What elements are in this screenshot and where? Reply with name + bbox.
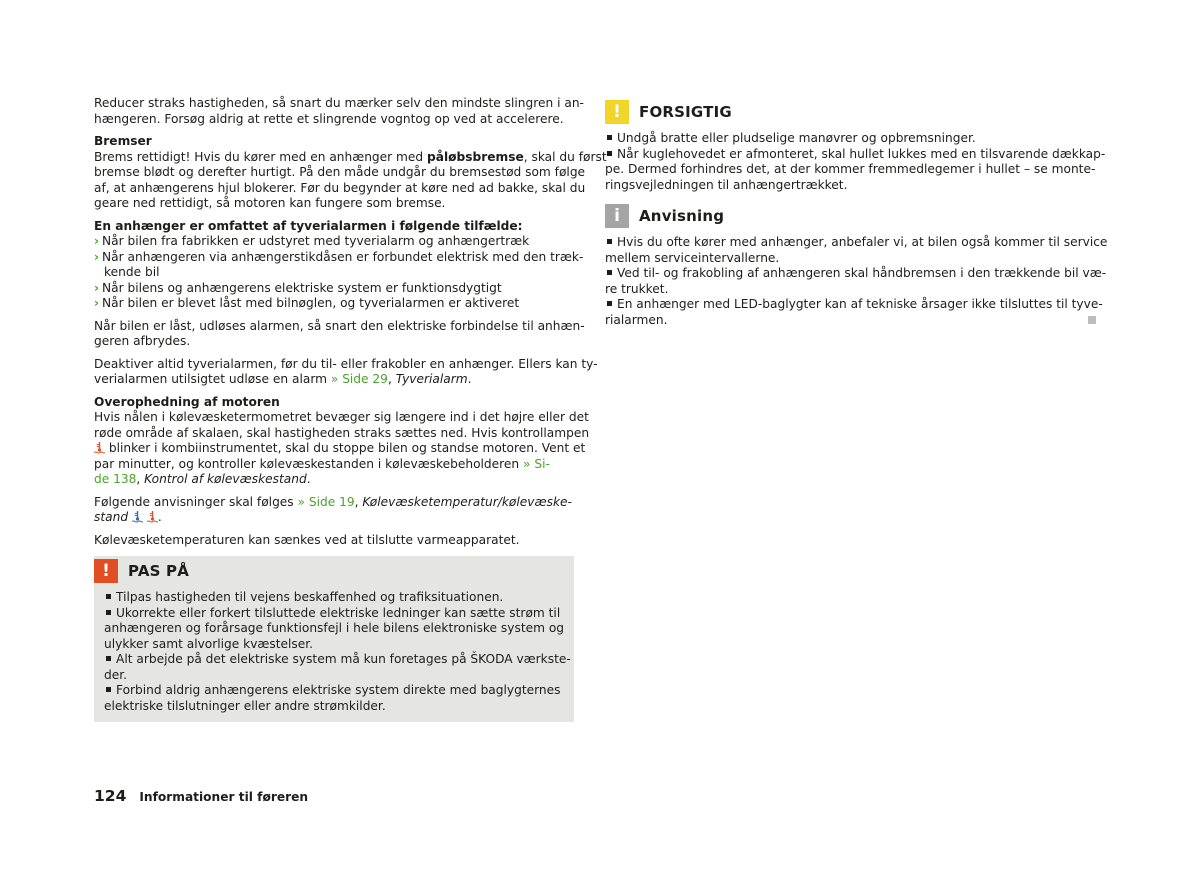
footer-section-title: Informationer til føreren bbox=[139, 790, 309, 804]
note-item-text: En anhænger med LED-baglygter kan af tekniske årsager ikke tilsluttes til tyve- bbox=[617, 297, 1103, 311]
brakes-heading: Bremser bbox=[94, 134, 152, 148]
chevron-right-icon: › bbox=[94, 296, 100, 310]
chevron-right-icon: › bbox=[94, 234, 100, 248]
brakes-line: af, at anhængerens hjul blokerer. Før du begynder at køre ned ad bakke, skal du bbox=[94, 180, 586, 195]
pas-pa-title: PAS PÅ bbox=[128, 562, 190, 580]
alarm-heading: En anhænger er omfattet af tyverialarmen i følgende tilfælde: bbox=[94, 218, 523, 233]
alarm-item-text: Når bilen fra fabrikken er udstyret med tyverialarm og anhængertræk bbox=[102, 234, 530, 248]
overheat-line: røde område af skalaen, skal hastigheden straks sættes ned. Hvis kontrollampen bbox=[94, 425, 590, 440]
note-item-text: re trukket. bbox=[605, 281, 669, 296]
bullet-icon bbox=[607, 151, 612, 156]
note-item-text: Ved til- og frakobling af anhængeren skal håndbremsen i den trækkende bil væ- bbox=[617, 266, 1107, 280]
deactivate-line: Deaktiver altid tyverialarmen, før du til- eller frakobler en anhænger. Ellers kan ty- bbox=[94, 356, 598, 371]
caution-item-text: Når kuglehovedet er afmonteret, skal hullet lukkes med en tilsvarende dækkap- bbox=[617, 146, 1106, 161]
reference-title: Tyverialarm bbox=[395, 372, 468, 386]
pas-item-text: ulykker samt alvorlige kvæstelser. bbox=[104, 636, 314, 651]
bullet-icon bbox=[607, 239, 612, 244]
intro-line: hængeren. Forsøg aldrig at rette et slingrende vogntog op ved at accelerere. bbox=[94, 111, 564, 126]
follow-paragraph bbox=[94, 495, 574, 526]
follow-text: Følgende anvisninger skal følges bbox=[94, 494, 298, 509]
alarm-item-text: Når bilen er blevet låst med bilnøglen, og tyverialarmen er aktiveret bbox=[102, 296, 520, 310]
cooling-paragraph: Kølevæsketemperaturen kan sænkes ved at tilslutte varmeapparatet. bbox=[94, 532, 520, 547]
brakes-line bbox=[94, 149, 607, 166]
pas-item-text: der. bbox=[104, 667, 127, 682]
alarm-item-text: kende bil bbox=[104, 265, 160, 279]
alarm-list-item bbox=[94, 234, 574, 250]
page-footer bbox=[94, 787, 308, 805]
deactivate-line: verialarmen utilsigtet udløse en alarm » Side 29, Tyverialarm. bbox=[94, 372, 472, 386]
bullet-icon bbox=[607, 135, 612, 140]
pas-pa-box bbox=[94, 556, 574, 722]
reference-title: stand bbox=[94, 510, 129, 524]
right-column bbox=[605, 99, 1108, 338]
bullet-icon bbox=[106, 610, 111, 615]
brakes-line: geare ned rettidigt, så motoren kan fungere som bremse. bbox=[94, 196, 446, 210]
brakes-text: , skal du først bbox=[523, 149, 607, 164]
deactivate-text: verialarmen utilsigtet udløse en alarm bbox=[94, 372, 331, 386]
caution-item-text: ringsvejledningen til anhængertrækket. bbox=[605, 177, 848, 192]
alarm-section bbox=[94, 218, 584, 312]
page-link[interactable]: » Side 19 bbox=[297, 494, 355, 509]
pas-list-item bbox=[104, 606, 564, 622]
page-number: 124 bbox=[94, 787, 127, 805]
alarm-list-item bbox=[94, 281, 574, 297]
note-list-item bbox=[605, 235, 1108, 251]
caution-item-text: Undgå bratte eller pludselige manøvrer og opbremsninger. bbox=[617, 131, 976, 145]
page-link[interactable]: » Si- bbox=[523, 456, 550, 471]
alarm-item-text: Når anhængeren via anhængerstikdåsen er forbundet elektrisk med den træk- bbox=[102, 249, 584, 264]
note-list-item bbox=[605, 297, 1103, 313]
caution-list-item bbox=[605, 146, 1106, 163]
alarm-list-item bbox=[94, 249, 584, 266]
note-title: Anvisning bbox=[639, 207, 725, 225]
pas-item-text: Tilpas hastigheden til vejens beskaffenhed og trafiksituationen. bbox=[116, 590, 504, 604]
coolant-warning-icon bbox=[94, 442, 105, 454]
pas-item-text: Ukorrekte eller forkert tilsluttede elektriske ledninger kan sætte strøm til bbox=[116, 605, 561, 620]
caution-list-item bbox=[605, 131, 1097, 147]
exclamation-icon: ! bbox=[605, 100, 629, 124]
pas-item-text: Alt arbejde på det elektriske system må kun foretages på ŠKODA værkste- bbox=[116, 652, 571, 666]
note-box bbox=[605, 203, 1108, 328]
overheat-line bbox=[94, 441, 586, 457]
overheat-line: de 138, Kontrol af kølevæskestand. bbox=[94, 472, 311, 486]
intro-paragraph bbox=[94, 96, 584, 127]
caution-item-text: pe. Dermed forhindres det, at der kommer fremmedlegemer i hullet – se monte- bbox=[605, 162, 1096, 176]
caution-box bbox=[605, 99, 1106, 193]
overheat-section bbox=[94, 394, 590, 488]
overheat-line bbox=[94, 457, 574, 473]
brakes-text: Brems rettidigt! Hvis du kører med en anhænger med bbox=[94, 149, 428, 164]
locked-line: geren afbrydes. bbox=[94, 334, 191, 348]
bullet-icon bbox=[607, 270, 612, 275]
note-list-item bbox=[605, 266, 1107, 282]
pas-list-item bbox=[104, 590, 564, 606]
overheat-text: blinker i kombiinstrumentet, skal du stoppe bilen og standse motoren. Vent et bbox=[105, 441, 586, 455]
pas-list-item bbox=[104, 652, 571, 668]
locked-line: Når bilen er låst, udløses alarmen, så snart den elektriske forbindelse til anhæn- bbox=[94, 318, 585, 333]
reference-title: Kontrol af kølevæskestand bbox=[144, 472, 307, 486]
coolant-warning-icon bbox=[147, 511, 158, 523]
section-end-marker bbox=[1088, 316, 1096, 324]
bullet-icon bbox=[607, 301, 612, 306]
pas-pa-header bbox=[94, 558, 564, 584]
pas-item-text: anhængeren og forårsage funktionsfejl i hele bilens elektroniske system og bbox=[104, 621, 565, 635]
chevron-right-icon: › bbox=[94, 249, 100, 264]
brakes-bold-term: påløbsbremse bbox=[427, 149, 524, 164]
page-link[interactable]: de 138 bbox=[94, 472, 137, 486]
chevron-right-icon: › bbox=[94, 280, 100, 295]
note-item-text: Hvis du ofte kører med anhænger, anbefaler vi, at bilen også kommer til service bbox=[617, 235, 1108, 249]
note-item-text: mellem serviceintervallerne. bbox=[605, 250, 780, 265]
note-item-text: rialarmen. bbox=[605, 312, 668, 327]
note-header bbox=[605, 203, 1097, 229]
exclamation-icon: ! bbox=[94, 559, 118, 583]
alarm-item-text: Når bilens og anhængerens elektriske system er funktionsdygtigt bbox=[102, 280, 502, 295]
alarm-list-item bbox=[94, 296, 574, 312]
page-link[interactable]: » Side 29 bbox=[330, 372, 388, 386]
caution-title: FORSIGTIG bbox=[639, 103, 732, 121]
overheat-line: Hvis nålen i kølevæsketermometret bevæger sig længere ind i det højre eller det bbox=[94, 410, 589, 424]
left-column bbox=[94, 96, 607, 722]
follow-line: stand . bbox=[94, 510, 162, 524]
brakes-line: bremse blødt og derefter hurtigt. På den måde undgår du bremsestød som følge bbox=[94, 165, 586, 179]
pas-item-text: Forbind aldrig anhængerens elektriske system direkte med baglygternes bbox=[116, 683, 561, 697]
pas-item-text: elektriske tilslutninger eller andre strømkilder. bbox=[104, 698, 386, 713]
info-icon: i bbox=[605, 204, 629, 228]
intro-line: Reducer straks hastigheden, så snart du mærker selv den mindste slingren i an- bbox=[94, 96, 584, 110]
brakes-section bbox=[94, 134, 607, 212]
locked-paragraph bbox=[94, 318, 585, 350]
reference-title: Kølevæsketemperatur/kølevæske- bbox=[362, 494, 572, 509]
overheat-heading: Overophedning af motoren bbox=[94, 394, 280, 409]
caution-header bbox=[605, 99, 1097, 125]
bullet-icon bbox=[106, 687, 111, 692]
overheat-text: par minutter, og kontroller kølevæskestanden i kølevæskebeholderen bbox=[94, 456, 524, 471]
follow-line: Følgende anvisninger skal følges » Side 19, Kølevæsketemperatur/kølevæske- bbox=[94, 494, 572, 509]
bullet-icon bbox=[106, 656, 111, 661]
pas-list-item bbox=[104, 683, 564, 699]
coolant-temperature-icon bbox=[132, 511, 143, 523]
bullet-icon bbox=[106, 594, 111, 599]
deactivate-paragraph bbox=[94, 356, 598, 388]
